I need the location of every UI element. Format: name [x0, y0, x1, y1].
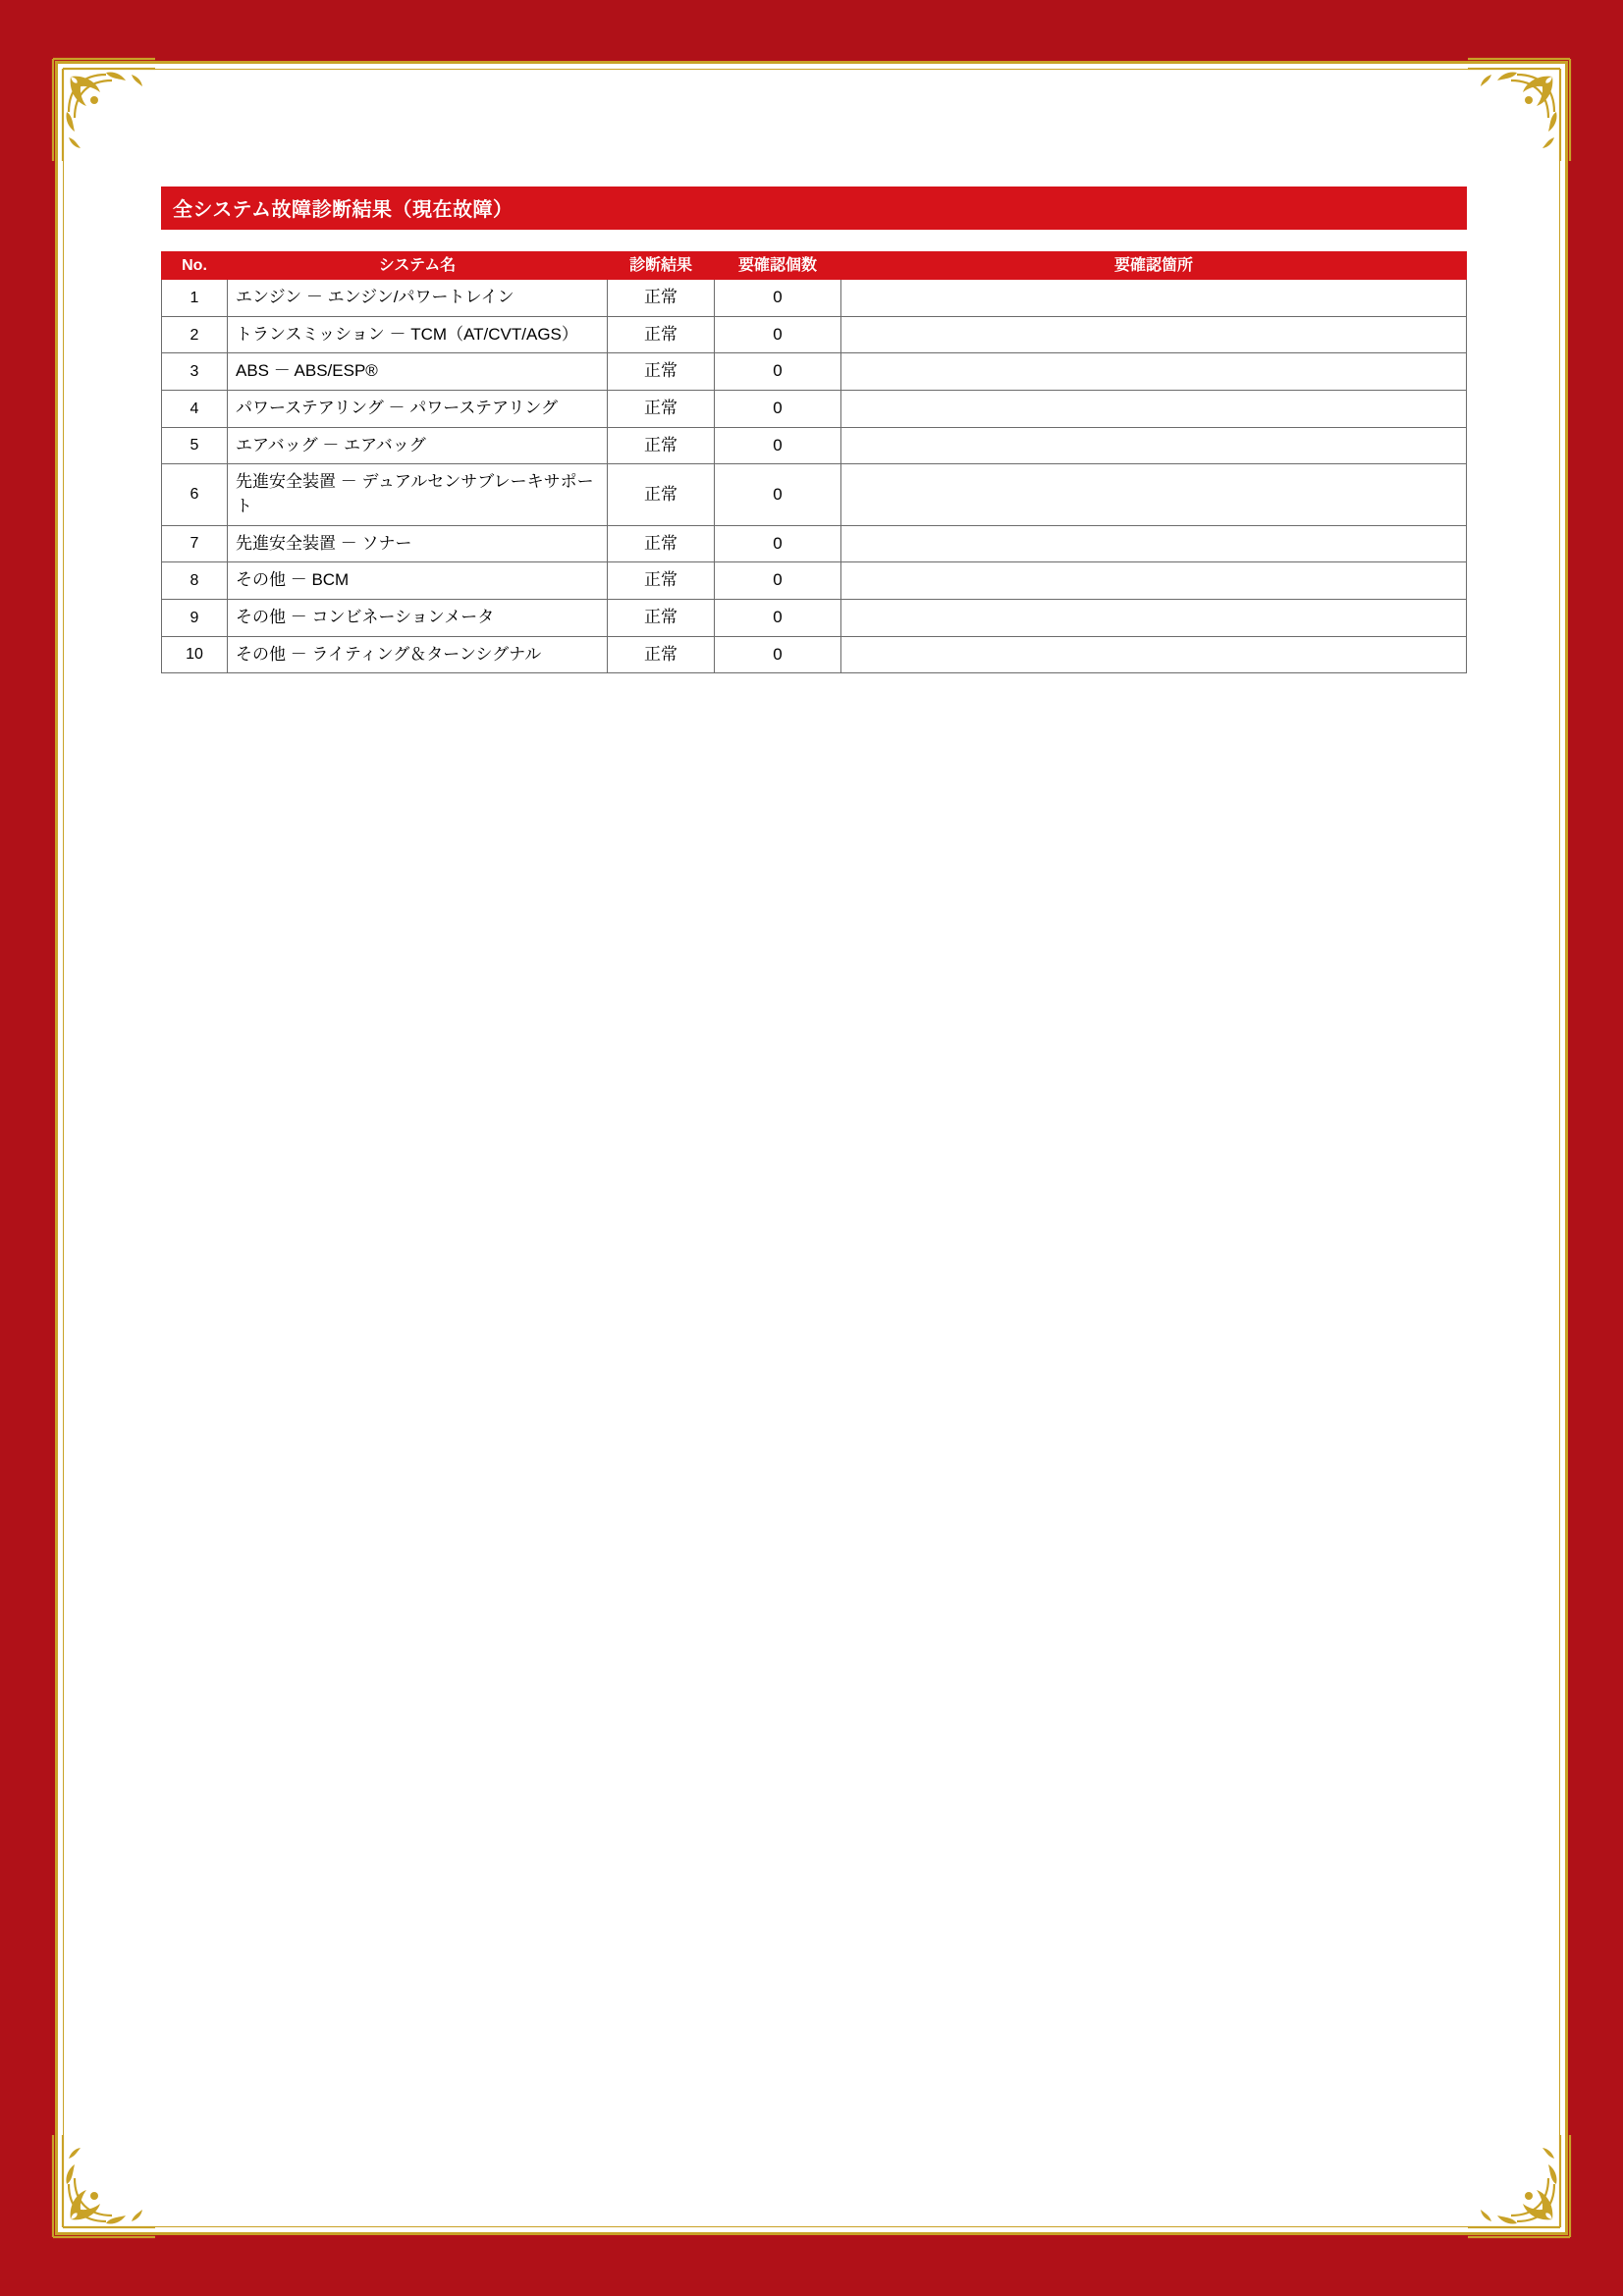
table-body	[162, 280, 1467, 673]
cell-no: 3	[162, 353, 228, 391]
cell-count: 0	[715, 391, 841, 428]
cell-no: 2	[162, 316, 228, 353]
report-content	[161, 187, 1467, 673]
cell-location	[841, 562, 1467, 600]
cell-system: ABS － ABS/ESP®	[228, 353, 608, 391]
cell-location	[841, 353, 1467, 391]
cell-count: 0	[715, 353, 841, 391]
cell-location	[841, 636, 1467, 673]
table-row	[162, 427, 1467, 464]
table-header-row	[162, 252, 1467, 280]
table-row	[162, 599, 1467, 636]
column-header-result: 診断結果	[608, 252, 715, 280]
table-row	[162, 316, 1467, 353]
cell-count: 0	[715, 316, 841, 353]
cell-location	[841, 391, 1467, 428]
cell-count: 0	[715, 280, 841, 317]
cell-count: 0	[715, 599, 841, 636]
column-header-no: No.	[162, 252, 228, 280]
section-title: 全システム故障診断結果（現在故障）	[161, 187, 1467, 230]
cell-no: 10	[162, 636, 228, 673]
table-row	[162, 464, 1467, 525]
cell-no: 7	[162, 525, 228, 562]
cell-count: 0	[715, 464, 841, 525]
cell-system: エアバッグ － エアバッグ	[228, 427, 608, 464]
cell-system: その他 － ライティング＆ターンシグナル	[228, 636, 608, 673]
cell-system: 先進安全装置 － ソナー	[228, 525, 608, 562]
column-header-location: 要確認箇所	[841, 252, 1467, 280]
cell-location	[841, 316, 1467, 353]
cell-result: 正常	[608, 427, 715, 464]
cell-system: 先進安全装置 － デュアルセンサブレーキサポート	[228, 464, 608, 525]
cell-no: 4	[162, 391, 228, 428]
cell-system: トランスミッション － TCM（AT/CVT/AGS）	[228, 316, 608, 353]
table-row	[162, 636, 1467, 673]
cell-count: 0	[715, 525, 841, 562]
cell-no: 9	[162, 599, 228, 636]
cell-result: 正常	[608, 391, 715, 428]
cell-no: 5	[162, 427, 228, 464]
column-header-count: 要確認個数	[715, 252, 841, 280]
cell-no: 6	[162, 464, 228, 525]
diagnostic-results-table	[161, 251, 1467, 673]
cell-system: エンジン － エンジン/パワートレイン	[228, 280, 608, 317]
table-row	[162, 525, 1467, 562]
cell-result: 正常	[608, 353, 715, 391]
cell-result: 正常	[608, 316, 715, 353]
cell-system: パワーステアリング － パワーステアリング	[228, 391, 608, 428]
cell-count: 0	[715, 427, 841, 464]
cell-result: 正常	[608, 599, 715, 636]
cell-result: 正常	[608, 636, 715, 673]
cell-result: 正常	[608, 464, 715, 525]
cell-location	[841, 427, 1467, 464]
cell-system: その他 － コンビネーションメータ	[228, 599, 608, 636]
cell-location	[841, 525, 1467, 562]
table-row	[162, 562, 1467, 600]
cell-location	[841, 464, 1467, 525]
cell-no: 1	[162, 280, 228, 317]
table-row	[162, 353, 1467, 391]
cell-location	[841, 280, 1467, 317]
cell-system: その他 － BCM	[228, 562, 608, 600]
cell-result: 正常	[608, 562, 715, 600]
column-header-system: システム名	[228, 252, 608, 280]
cell-no: 8	[162, 562, 228, 600]
cell-count: 0	[715, 636, 841, 673]
cell-result: 正常	[608, 525, 715, 562]
cell-location	[841, 599, 1467, 636]
cell-count: 0	[715, 562, 841, 600]
table-row	[162, 391, 1467, 428]
cell-result: 正常	[608, 280, 715, 317]
table-row	[162, 280, 1467, 317]
